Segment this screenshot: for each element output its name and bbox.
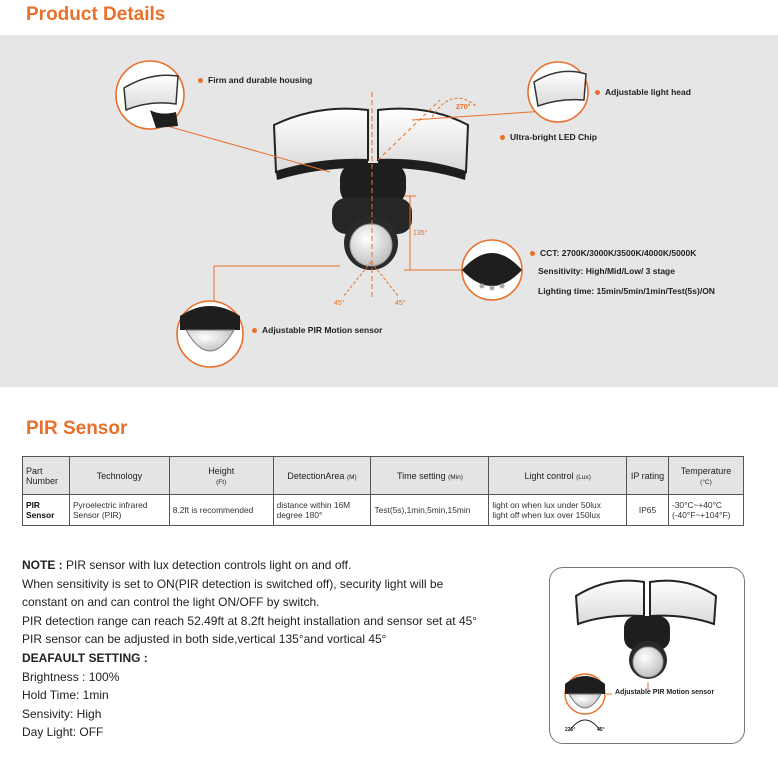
default-brightness: Brightness : 100% [22, 669, 120, 684]
bullet-dot-icon [530, 251, 535, 256]
angle-left-label: 45° [334, 300, 345, 307]
cell-detection-area: distance within 16M degree 180° [273, 495, 371, 526]
mini-product-panel [549, 567, 745, 744]
note-line-5: PIR sensor can be adjusted in both side,vertical 135°and vortical 45° [22, 632, 387, 647]
callout-led-chip: Ultra-bright LED Chip [500, 132, 597, 142]
note-line-3: constant on and can control the light ON/OFF by switch. [22, 595, 320, 610]
bullet-dot-icon [198, 78, 203, 83]
cell-technology: Pyroelectric infrared Sensor (PIR) [69, 495, 169, 526]
col-temperature: Temperature (°C) [668, 457, 743, 495]
col-light-control: Light control (Lux) [489, 457, 627, 495]
cell-ip-rating: IP65 [627, 495, 669, 526]
col-ip-rating: IP rating [627, 457, 669, 495]
callout-housing: Firm and durable housing [198, 75, 312, 85]
col-technology: Technology [69, 457, 169, 495]
mini-panel-label: Adjustable PIR Motion sensor [615, 689, 715, 696]
cell-light-control: light on when lux under 50lux light off when lux over 150lux [489, 495, 627, 526]
callout-light-head-circle [528, 62, 588, 122]
note-line-1: NOTE : PIR sensor with lux detection controls light on and off. [22, 558, 352, 572]
angle-rotation-label: 270° [456, 104, 471, 111]
mini-angle-left: 225° [565, 727, 576, 733]
default-sensivity: Sensivity: High [22, 706, 102, 721]
spec-lighting-time: Lighting time: 15min/5min/1min/Test(5s)/ON [538, 286, 715, 296]
bullet-dot-icon [595, 90, 600, 95]
product-details-title: Product Details [26, 4, 166, 25]
default-day-light: Day Light: OFF [22, 725, 104, 740]
mini-angle-right: 45° [597, 727, 605, 733]
callout-sensor-circle [177, 301, 243, 367]
callout-pir-motion: Adjustable PIR Motion sensor [252, 325, 382, 335]
callout-light-head: Adjustable light head [595, 87, 691, 97]
table-header-row [23, 457, 744, 495]
main-light-fixture [274, 109, 468, 270]
callout-control-circle [462, 240, 522, 300]
notes-block [22, 556, 477, 742]
bullet-dot-icon [252, 328, 257, 333]
bullet-dot-icon [500, 135, 505, 140]
note-line-4: PIR detection range can reach 52.49ft at 8.2ft height installation and sensor set at 45° [22, 613, 478, 628]
col-part-number: Part Number [23, 457, 70, 495]
pir-spec-table [22, 456, 744, 526]
default-setting-heading: DEAFAULT SETTING : [22, 650, 148, 665]
angle-right-label: 45° [395, 300, 406, 307]
callout-housing-circle [116, 61, 184, 129]
spec-cct: CCT: 2700K/3000K/3500K/4000K/5000K [530, 248, 696, 258]
table-row [23, 495, 744, 526]
default-hold-time: Hold Time: 1min [22, 688, 109, 703]
col-height: Height (Ft) [169, 457, 273, 495]
cell-part-number: PIR Sensor [23, 495, 70, 526]
spec-sensitivity: Sensitivity: High/Mid/Low/ 3 stage [538, 266, 675, 276]
cell-time-setting: Test(5s),1min,5min,15min [371, 495, 489, 526]
angle-vertical-label: 135° [413, 230, 428, 237]
note-line-2: When sensitivity is set to ON(PIR detection is switched off), security light will be [22, 576, 444, 591]
pir-sensor-title: PIR Sensor [26, 418, 128, 439]
cell-height: 8.2ft is recommended [169, 495, 273, 526]
col-time-setting: Time setting (Min) [371, 457, 489, 495]
col-detection-area: DetectionArea (M) [273, 457, 371, 495]
cell-temperature: -30°C~+40°C (-40°F~+104°F) [668, 495, 743, 526]
